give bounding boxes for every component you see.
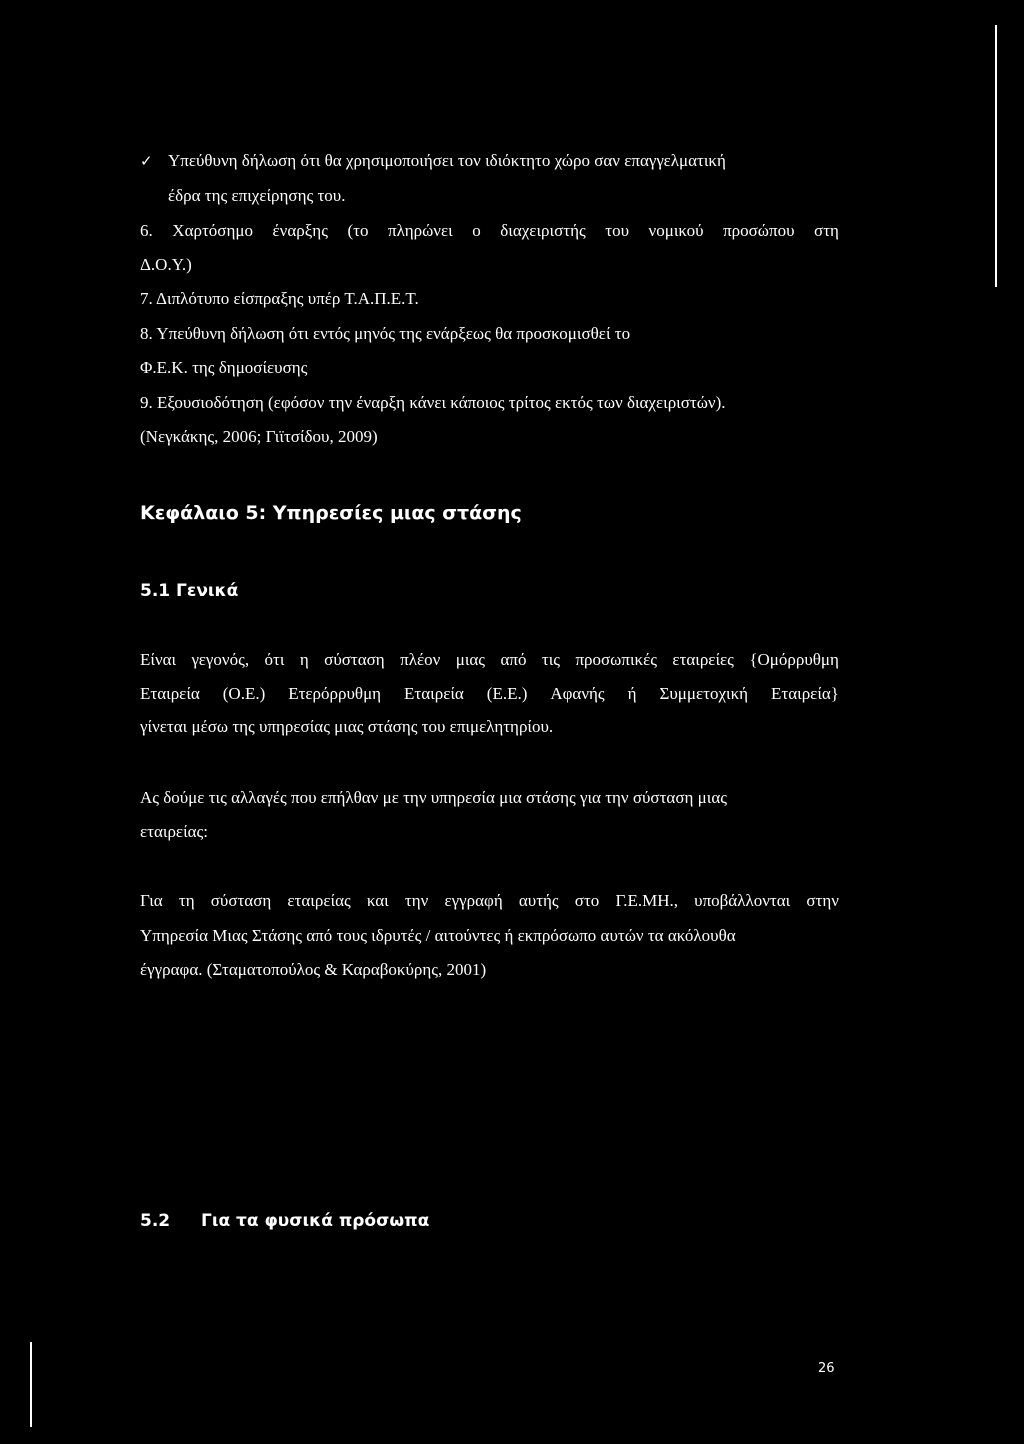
word: στη <box>814 221 839 240</box>
word: υποβάλλονται <box>694 891 791 910</box>
word: ο <box>472 221 481 240</box>
word: σύσταση <box>324 650 385 669</box>
word: (το <box>347 221 369 240</box>
para-1-line-2 <box>140 683 839 705</box>
para-1-line-1 <box>140 649 839 671</box>
word: (Ε.Ε.) <box>486 684 528 703</box>
word: προσωπικές <box>575 650 657 669</box>
word: του <box>605 221 629 240</box>
word: Είναι <box>140 650 177 669</box>
section-5-2-title: Για τα φυσικά πρόσωπα <box>201 1211 430 1231</box>
word: από <box>500 650 527 669</box>
word: Για <box>140 891 163 910</box>
word: εγγραφή <box>444 891 503 910</box>
word: Γ.Ε.ΜΗ., <box>615 891 679 910</box>
word: πληρώνει <box>388 221 453 240</box>
word: στην <box>806 891 839 910</box>
citation: (Νεγκάκης, 2006; Γιϊτσίδου, 2009) <box>140 427 378 446</box>
list-item-7: 7. Διπλότυπο είσπραξης υπέρ Τ.Α.Π.Ε.Τ. <box>140 289 419 308</box>
page-number: 26 <box>818 1361 835 1376</box>
word: Εταιρεία <box>140 684 200 703</box>
word: τις <box>541 650 561 669</box>
word: μιας <box>455 650 486 669</box>
word: αυτής <box>518 891 559 910</box>
word: Εταιρεία <box>404 684 464 703</box>
word: διαχειριστής <box>500 221 586 240</box>
word: Συμμετοχική <box>659 684 749 703</box>
word: προσώπου <box>723 221 795 240</box>
list-item-8-line-2: Φ.Ε.Κ. της δημοσίευσης <box>140 358 308 377</box>
word: την <box>404 891 429 910</box>
section-5-2-number: 5.2 <box>140 1211 171 1231</box>
word: ή <box>627 684 637 703</box>
word: Αφανής <box>550 684 605 703</box>
para-3-line-1 <box>140 890 839 912</box>
para-2-line-2: εταιρείας: <box>140 822 209 841</box>
word: Ετερόρρυθμη <box>288 684 382 703</box>
chapter-title: Κεφάλαιο 5: Υπηρεσίες μιας στάσης <box>140 502 522 524</box>
word: έναρξης <box>272 221 328 240</box>
para-1-line-3: γίνεται μέσω της υπηρεσίας μιας στάσης του επιμελητηρίου. <box>140 717 554 736</box>
list-item-6-line-2: Δ.Ο.Υ.) <box>140 255 192 274</box>
list-item-6-line-1 <box>140 220 839 242</box>
word: {Ομόρρυθμη <box>749 650 839 669</box>
section-5-1-title: 5.1 Γενικά <box>140 581 239 601</box>
word: ότι <box>264 650 285 669</box>
word: εταιρείες <box>672 650 734 669</box>
para-3-line-2: Υπηρεσία Μιας Στάσης από τους ιδρυτές / αιτούντες ή εκπρόσωπο αυτών τα ακόλουθα <box>140 926 736 945</box>
check-mark-icon: ✓ <box>140 154 153 170</box>
word: γεγονός, <box>191 650 250 669</box>
para-2-line-1: Ας δούμε τις αλλαγές που επήλθαν με την υπηρεσία μια στάσης για την σύσταση μιας <box>140 788 727 807</box>
check-item-line-2: έδρα της επιχείρησης του. <box>168 186 346 205</box>
check-item-line-1: Υπεύθυνη δήλωση ότι θα χρησιμοποιήσει τον ιδιόκτητο χώρο σαν επαγγελματική <box>168 151 726 170</box>
word: και <box>366 891 389 910</box>
word: η <box>299 650 309 669</box>
list-item-8-line-1: 8. Υπεύθυνη δήλωση ότι εντός μηνός της ενάρξεως θα προσκομισθεί το <box>140 324 631 343</box>
word: Χαρτόσημο <box>172 221 253 240</box>
word: (Ο.Ε.) <box>222 684 266 703</box>
list-item-9: 9. Εξουσιοδότηση (εφόσον την έναρξη κάνει κάποιος τρίτος εκτός των διαχειριστών). <box>140 393 726 412</box>
word: νομικού <box>648 221 704 240</box>
word: στο <box>574 891 600 910</box>
word: πλέον <box>400 650 441 669</box>
scan-edge-line-left <box>30 1342 32 1427</box>
word: Εταιρεία} <box>771 684 839 703</box>
para-3-line-3: έγγραφα. (Σταματοπούλος & Καραβοκύρης, 2001) <box>140 960 487 979</box>
scan-edge-line-right <box>995 25 997 287</box>
word: εταιρείας <box>287 891 351 910</box>
word: σύσταση <box>210 891 272 910</box>
word: 6. <box>140 221 153 240</box>
word: τη <box>178 891 195 910</box>
